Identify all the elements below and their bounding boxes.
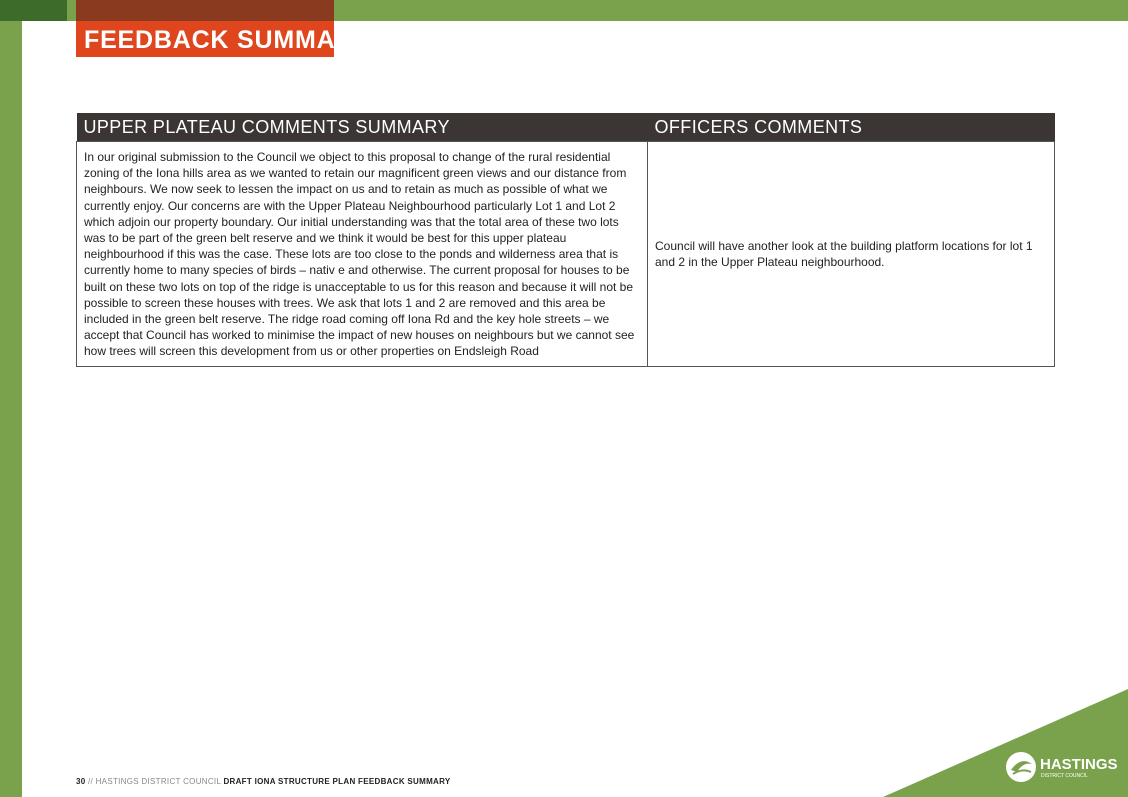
title-banner <box>76 0 371 57</box>
table-row <box>77 142 1055 367</box>
top-dark-green-block <box>0 0 67 21</box>
footer-org: HASTINGS DISTRICT COUNCIL <box>95 777 221 786</box>
hastings-logo <box>1005 750 1121 786</box>
comment-cell: In our original submission to the Council we object to this proposal to change of the rural residential zoning of the Iona hills area as we wanted to retain our magnificent green views and our distance from neighbours. We now seek to lessen the impact on us and to retain as much as possible of what we currently enjoy. Our concerns are with the Upper Plateau Neighbourhood particularly Lot 1 and Lot 2 which adjoin our property boundary. Our initial understanding was that the total area of these two lots was to be part of the green belt reserve and we think it would be best for this upper plateau neighbourhood if this was the case. These lots are too close to the ponds and wilderness area that is currently home to many species of birds – nativ e and otherwise. The current proposal for houses to be built on these two lots on top of the ridge is unacceptable to us for this reason and because it will not be possible to screen these houses with trees. We ask that lots 1 and 2 are removed and this area be included in the green belt reserve. The ridge road coming off Iona Rd and the key hole streets – we accept that Council has worked to minimise the impact of new houses on neighbours but we cannot see how trees will screen this development from us or other properties on Endsleigh Road <box>77 142 648 367</box>
table-header-row <box>77 113 1055 142</box>
upper-plateau-header: UPPER PLATEAU COMMENTS SUMMARY <box>77 113 648 142</box>
officer-comment-cell: Council will have another look at the building platform locations for lot 1 and 2 in the Upper Plateau neighbourhood. <box>648 142 1055 367</box>
page-title: FEEDBACK SUMMARY <box>84 26 371 54</box>
officers-comments-header: OFFICERS COMMENTS <box>648 113 1055 142</box>
footer-separator: // <box>88 777 94 786</box>
comments-table <box>76 113 1055 367</box>
page-number: 30 <box>76 777 86 786</box>
page-footer <box>76 777 451 786</box>
logo-sub: DISTRICT COUNCIL <box>1041 773 1088 779</box>
footer-doc-title: DRAFT IONA STRUCTURE PLAN FEEDBACK SUMMARY <box>223 777 451 786</box>
logo-name: HASTINGS <box>1040 756 1118 773</box>
left-green-bar <box>0 21 22 797</box>
